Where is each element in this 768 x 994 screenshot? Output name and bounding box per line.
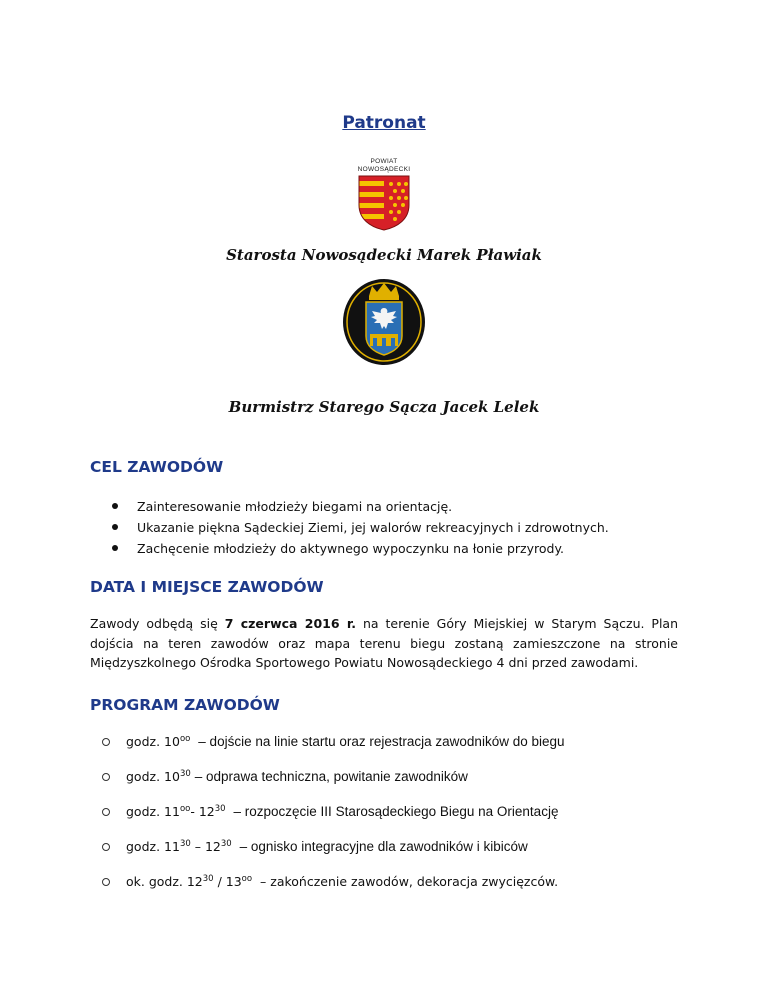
program-time: godz. 10	[126, 769, 180, 784]
patron-name-starosta: Starosta Nowosądecki Marek Pławiak	[226, 246, 542, 264]
list-item	[112, 538, 609, 559]
program-time-sup: oo	[179, 734, 191, 744]
program-time: ok. godz. 12	[126, 874, 203, 889]
program-desc: – zakończenie zawodów, dekoracja zwycięzców.	[260, 874, 559, 889]
stary-sacz-crest	[342, 278, 426, 370]
program-time: godz. 11	[126, 804, 180, 819]
list-item-text: Ukazanie piękna Sądeckiej Ziemi, jej walorów rekreacyjnych i zdrowotnych.	[137, 520, 609, 535]
program-time-sup: 30	[202, 874, 214, 884]
circle-bullet-icon	[102, 808, 110, 816]
bullet-icon	[112, 524, 118, 530]
list-item-text: Zachęcenie młodzieży do aktywnego wypoczynku na łonie przyrody.	[137, 541, 565, 556]
program-desc: – dojście na linie startu oraz rejestracja zawodników do biegu	[198, 734, 565, 749]
program-time-sup: 30	[179, 839, 191, 849]
program-time-sup: 30	[179, 769, 191, 779]
program-desc: – rozpoczęcie III Starosądeckiego Biegu na Orientację	[233, 804, 559, 819]
program-desc: – ognisko integracyjne dla zawodników i kibiców	[239, 839, 528, 854]
page-title: Patronat	[342, 113, 426, 133]
data-paragraph	[90, 614, 678, 673]
list-item-text: Zainteresowanie młodzieży biegami na orientację.	[137, 499, 453, 514]
paragraph-text: na terenie Góry Miejskiej w Starym Sączu. Plan dojścia na teren zawodów oraz mapa terenu biegu zostaną zamieszczone na stronie Międzyszkolnego Ośrodka Sportowego Powiatu Nowosądeckiego 4 dni przed zawodami.	[90, 616, 678, 670]
patron-name-burmistrz: Burmistrz Starego Sącza Jacek Lelek	[228, 398, 540, 416]
program-time-rest: / 13	[213, 874, 242, 889]
list-item	[112, 496, 609, 517]
section-heading-program: PROGRAM ZAWODÓW	[90, 696, 280, 714]
program-time-sup: oo	[179, 804, 191, 814]
bullet-icon	[112, 503, 118, 509]
circle-bullet-icon	[102, 843, 110, 851]
program-time-sup: 30	[220, 839, 232, 849]
bullet-icon	[112, 545, 118, 551]
crest-caption-line1: POWIAT	[370, 158, 398, 165]
program-time: godz. 11	[126, 839, 180, 854]
program-time-sup: oo	[241, 874, 253, 884]
crest-caption-line2: NOWOSĄDECKI	[357, 166, 411, 173]
program-time-rest: - 12	[190, 804, 215, 819]
circle-bullet-icon	[102, 878, 110, 886]
paragraph-text: Zawody odbędą się	[90, 616, 225, 631]
cel-list	[112, 496, 609, 559]
section-heading-cel: CEL ZAWODÓW	[90, 458, 224, 476]
program-time-rest: – 12	[190, 839, 221, 854]
program-time-sup: 30	[214, 804, 226, 814]
list-item	[112, 517, 609, 538]
powiat-shield-icon	[358, 175, 410, 231]
stary-sacz-emblem-icon	[342, 278, 426, 366]
powiat-crest	[354, 157, 414, 231]
event-date: 7 czerwca 2016 r.	[224, 616, 357, 631]
program-desc: – odprawa techniczna, powitanie zawodników	[194, 769, 468, 784]
circle-bullet-icon	[102, 773, 110, 781]
circle-bullet-icon	[102, 738, 110, 746]
program-time: godz. 10	[126, 734, 180, 749]
section-heading-data: DATA I MIEJSCE ZAWODÓW	[90, 578, 324, 596]
